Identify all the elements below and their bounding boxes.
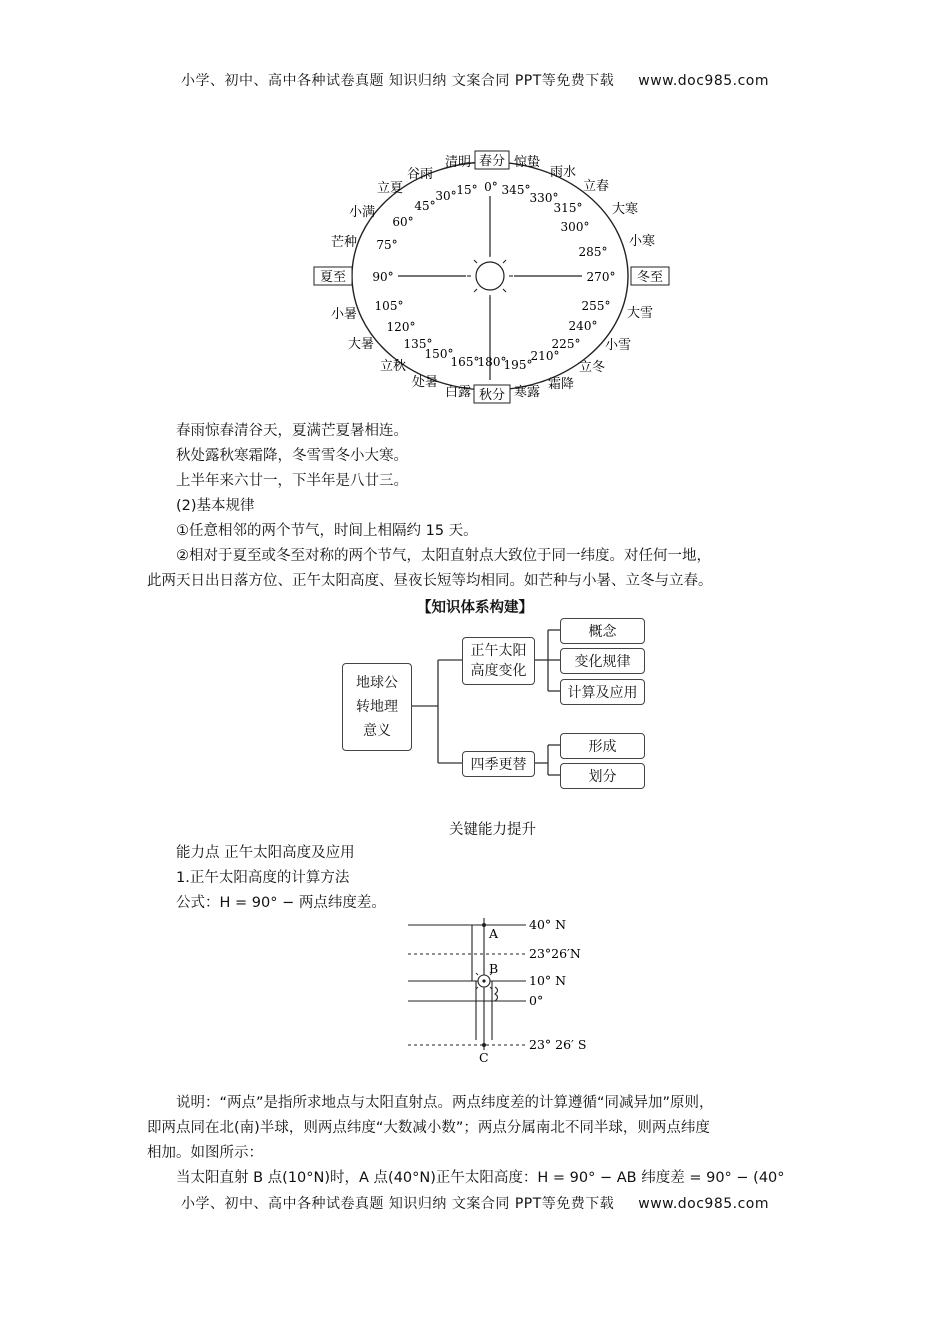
lat-label-tropic-cancer: 23°26′N	[529, 946, 581, 961]
sun-icon	[467, 253, 513, 299]
svg-text:150°: 150°	[424, 347, 454, 361]
svg-text:75°: 75°	[376, 238, 398, 252]
song-line-3: 上半年来六廿一，下半年是八廿三。	[176, 473, 408, 489]
svg-text:285°: 285°	[578, 245, 608, 259]
term-qiufen: 秋分	[478, 388, 506, 403]
svg-text:195°: 195°	[503, 358, 533, 372]
formula: 公式：H = 90° − 两点纬度差。	[176, 895, 386, 911]
term-chunfen: 春分	[478, 154, 506, 169]
svg-text:30°: 30°	[435, 189, 457, 203]
explanation-line-3: 相加。如图所示：	[147, 1145, 263, 1161]
song-line-2: 秋处露秋寒霜降，冬雪雪冬小大寒。	[176, 448, 408, 464]
term-hanlu: 寒露	[513, 385, 541, 400]
point-b-label: B	[489, 961, 499, 976]
rule-2-line-2: 此两天日出日落方位、正午太阳高度、昼夜长短等均相同。如芒种与小暑、立冬与立春。	[147, 573, 713, 589]
svg-text:0°: 0°	[484, 180, 498, 194]
tree-root-box: 地球公 转地理 意义	[342, 663, 412, 751]
tree-node-division: 划分	[560, 763, 645, 789]
svg-text:270°: 270°	[586, 270, 616, 284]
term-dahan: 大寒	[611, 202, 639, 217]
term-yushui: 雨水	[549, 165, 577, 180]
svg-text:165°: 165°	[450, 355, 480, 369]
term-xiaoxue: 小雪	[604, 338, 632, 353]
footer-text: 小学、初中、高中各种试卷真题 知识归纳 文案合同 PPT等免费下载	[180, 1196, 615, 1212]
knowledge-system-title: 【知识体系构建】	[417, 600, 533, 616]
lat-label-equator: 0°	[529, 993, 544, 1008]
latitude-diagram	[0, 910, 950, 1065]
rule-1: ①任意相邻的两个节气，时间上相隔约 15 天。	[176, 523, 478, 539]
svg-text:180°: 180°	[477, 355, 507, 369]
song-line-1: 春雨惊春清谷天，夏满芒夏暑相连。	[176, 423, 408, 439]
svg-text:240°: 240°	[568, 319, 598, 333]
term-xiaoshu: 小暑	[330, 307, 358, 322]
rule-2-line-1: ②相对于夏至或冬至对称的两个节气，太阳直射点大致位于同一纬度。对任何一地，	[176, 548, 711, 564]
svg-text:330°: 330°	[529, 191, 559, 205]
term-lidong: 立冬	[578, 360, 606, 375]
svg-text:255°: 255°	[581, 299, 611, 313]
term-mangzhong: 芒种	[330, 235, 358, 250]
term-lixia: 立夏	[376, 181, 404, 196]
term-xiaohan: 小寒	[628, 234, 656, 249]
svg-text:300°: 300°	[560, 220, 590, 234]
tree-branch-noon-sun-height: 正午太阳 高度变化	[462, 637, 535, 685]
rules-title: (2)基本规律	[176, 498, 255, 514]
explanation-line-1: 说明：“两点”是指所求地点与太阳直射点。两点纬度差的计算遵循“同减异加”原则，	[176, 1095, 714, 1111]
term-qingming: 清明	[444, 155, 472, 170]
tree-node-change-rule: 变化规律	[560, 648, 645, 674]
svg-text:60°: 60°	[392, 215, 414, 229]
footer-site: www.doc985.com	[638, 1196, 770, 1212]
svg-text:90°: 90°	[372, 270, 394, 284]
header-site: www.doc985.com	[638, 73, 770, 89]
term-shuangjiang: 霜降	[547, 377, 575, 392]
term-guyu: 谷雨	[406, 167, 434, 182]
svg-text:45°: 45°	[414, 199, 436, 213]
solar-terms-diagram	[0, 0, 950, 420]
svg-text:105°: 105°	[374, 299, 404, 313]
svg-text:120°: 120°	[386, 320, 416, 334]
svg-text:345°: 345°	[501, 183, 531, 197]
header-text: 小学、初中、高中各种试卷真题 知识归纳 文案合同 PPT等免费下载	[180, 73, 615, 89]
tree-node-concept: 概念	[560, 618, 645, 644]
tree-node-calc-application: 计算及应用	[560, 679, 645, 705]
tree-branch-seasons: 四季更替	[462, 751, 535, 777]
term-liqiu: 立秋	[379, 359, 407, 374]
point-a-label: A	[489, 926, 499, 941]
term-bailu: 白露	[444, 385, 472, 400]
svg-text:315°: 315°	[553, 201, 583, 215]
term-dongzhi: 冬至	[636, 270, 664, 285]
term-lichun: 立春	[582, 179, 610, 194]
key-ability-title: 关键能力提升	[449, 822, 536, 838]
point-c-label: C	[479, 1050, 489, 1065]
svg-text:135°: 135°	[403, 337, 433, 351]
term-xiaoman: 小满	[348, 205, 376, 220]
term-xiazhi: 夏至	[319, 270, 347, 285]
calc-method-title: 1.正午太阳高度的计算方法	[176, 870, 350, 886]
explanation-line-4: 当太阳直射 B 点(10°N)时，A 点(40°N)正午太阳高度：H = 90° − AB 纬度差 = 90° − (40°	[176, 1170, 785, 1186]
svg-text:225°: 225°	[551, 337, 581, 351]
page-footer	[0, 1193, 950, 1213]
lat-label-40n: 40° N	[529, 917, 567, 932]
lat-label-tropic-capricorn: 23° 26′ S	[529, 1037, 587, 1052]
svg-text:210°: 210°	[530, 349, 560, 363]
lat-label-10n: 10° N	[529, 973, 567, 988]
term-daxue: 大雪	[626, 306, 654, 321]
term-dashu: 大暑	[347, 337, 375, 352]
term-jingzhe: 惊蛰	[513, 155, 541, 170]
term-chushu: 处暑	[411, 375, 439, 390]
svg-text:15°: 15°	[456, 183, 478, 197]
tree-node-formation: 形成	[560, 733, 645, 759]
ability-point: 能力点 正午太阳高度及应用	[176, 845, 355, 861]
explanation-line-2: 即两点同在北(南)半球，则两点纬度“大数减小数”；两点分属南北不同半球，则两点纬度	[147, 1120, 710, 1136]
